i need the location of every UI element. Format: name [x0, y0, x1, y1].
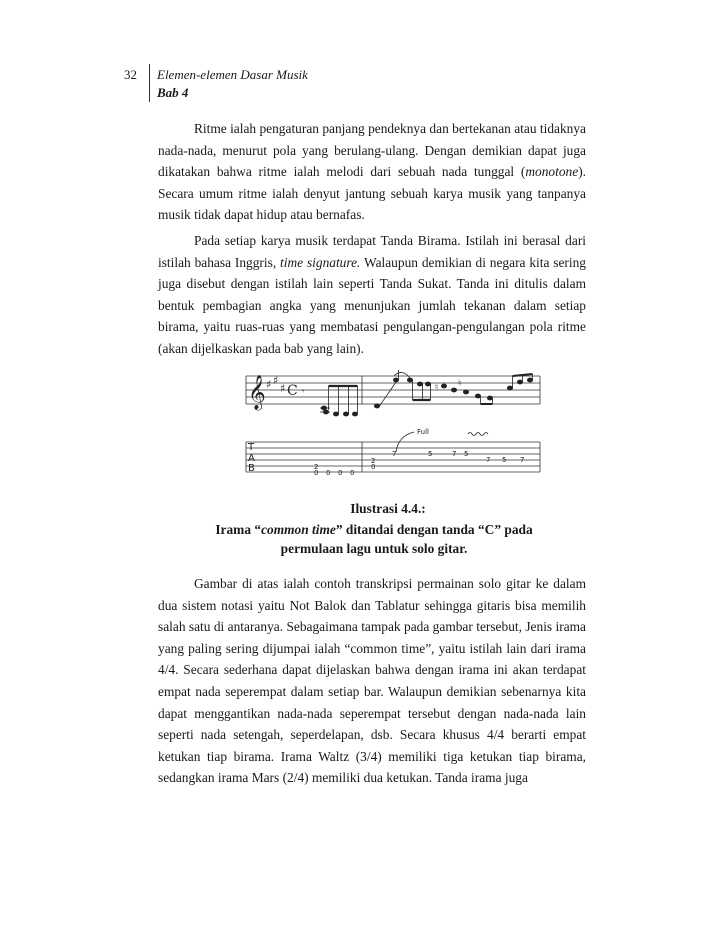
tab-number: 7 — [452, 450, 457, 458]
paragraph-text: Gambar di atas ialah contoh transkripsi permainan solo gitar ke dalam dua sistem notasi yaitu Not Balok dan Tablatur sehingga gitaris bisa memilih salah satu di antaranya. Sebagaimana tampak pada gambar tersebut, Jenis irama yang paling sering dijumpai ialah “common time”, yaitu istilah lain dari irama 4/4. Secara sederhana dapat dijelaskan bahwa dengan irama ini akan terdapat empat nada seperempat dalam setiap bar. Walaupun demikian sebenarnya kita dapat menggantikan nada-nada seperempat tersebut dengan nada-nada lain seperti nada setengah, seperdelapan, dsb. Secara khusus 4/4 berarti empat ketukan tiap birama. Irama Waltz (3/4) memiliki tiga ketukan tiap birama, sedangkan irama Mars (2/4) memiliki dua ketukan. Tanda irama juga — [158, 576, 586, 786]
paragraph-text: ). Secara umum ritme ialah denyut jantung sebuah karya musik yang tanpanya musik tidak dapat hidup atau bernafas. — [158, 164, 586, 223]
book-title: Elemen-elemen Dasar Musik — [157, 67, 308, 82]
tab-number: 5 — [464, 450, 469, 458]
figure-caption-line — [160, 520, 588, 540]
tab-number: 7 — [520, 456, 525, 464]
tab-letter: A — [248, 453, 255, 464]
tab-number: 7 — [392, 450, 397, 458]
paragraph-text: Pada setiap karya musik terdapat Tanda Birama. Istilah ini berasal dari istilah bahasa Inggris, — [158, 233, 586, 270]
tab-number: 0 — [338, 469, 343, 477]
sharp-icon: ♯ — [280, 382, 286, 395]
bar1-notes — [302, 386, 358, 416]
music-notation-figure — [244, 370, 542, 482]
natural-icon: ♮ — [435, 383, 439, 393]
figure-caption-line: permulaan lagu untuk solo gitar. — [280, 541, 468, 556]
tab-numbers-bar2 — [371, 450, 524, 471]
tab-number: 2 — [314, 463, 319, 471]
sharp-icon: ♯ — [273, 374, 279, 387]
tab-number: 0 — [371, 463, 376, 471]
tab-letter: B — [248, 463, 255, 474]
paragraph-text: Walaupun demikian di negara kita sering juga disebut dengan istilah lain seperti Tanda Sukat. Tanda ini ditulis dalam bentuk pembagian angka yang menunjukan jumlah tekanan dalam setiap birama, yaitu ruas-ruas yang membatasi pengulangan-pengulangan pola ritme (akan dijelkaskan pada bab yang lain). — [158, 254, 586, 356]
paragraph-text: Ritme ialah pengaturan panjang pendeknya dan bertekanan atau tidaknya nada-nada, menurut pola yang berulang-ulang. Dengan demikian dapat juga dikatakan bahwa ritme ialah melodi dari sebuah nada tunggal ( — [158, 121, 586, 180]
tab-number: 2 — [371, 457, 376, 465]
tab-number: 0 — [350, 469, 355, 477]
treble-clef-icon: 𝄞 — [248, 375, 266, 410]
tab-number: 7 — [486, 456, 491, 464]
header-divider — [149, 64, 150, 102]
common-time-icon: C — [287, 383, 298, 399]
tab-number: 0 — [314, 469, 319, 477]
natural-icon: ♮ — [458, 379, 462, 389]
tab-numbers-bar1 — [314, 463, 354, 477]
vibrato-icon — [468, 433, 488, 436]
caption-emphasis: common time — [261, 522, 336, 537]
tab-letter: T — [248, 442, 255, 453]
paragraph-common-time — [158, 573, 586, 789]
bend-label: Full — [417, 428, 429, 436]
paragraph-time-signature — [158, 230, 586, 360]
tab-number: 0 — [326, 469, 331, 477]
chapter-label: Bab 4 — [157, 85, 189, 100]
caption-text: Irama “ — [215, 522, 262, 537]
paragraph-emphasis: time signature. — [280, 254, 361, 270]
caption-text: ” ditandai dengan tanda “C” pada — [335, 522, 533, 537]
tab-number: 5 — [502, 456, 507, 464]
page-number: 32 — [124, 67, 137, 82]
svg-text:𝄾: 𝄾 — [302, 387, 305, 396]
figure-caption-title: Ilustrasi 4.4.: — [350, 501, 426, 516]
paragraph-emphasis: monotone — [525, 164, 579, 180]
tab-number: 5 — [428, 450, 433, 458]
sharp-icon: ♯ — [266, 378, 272, 391]
paragraph-rhythm — [158, 118, 586, 226]
running-header — [124, 64, 324, 104]
